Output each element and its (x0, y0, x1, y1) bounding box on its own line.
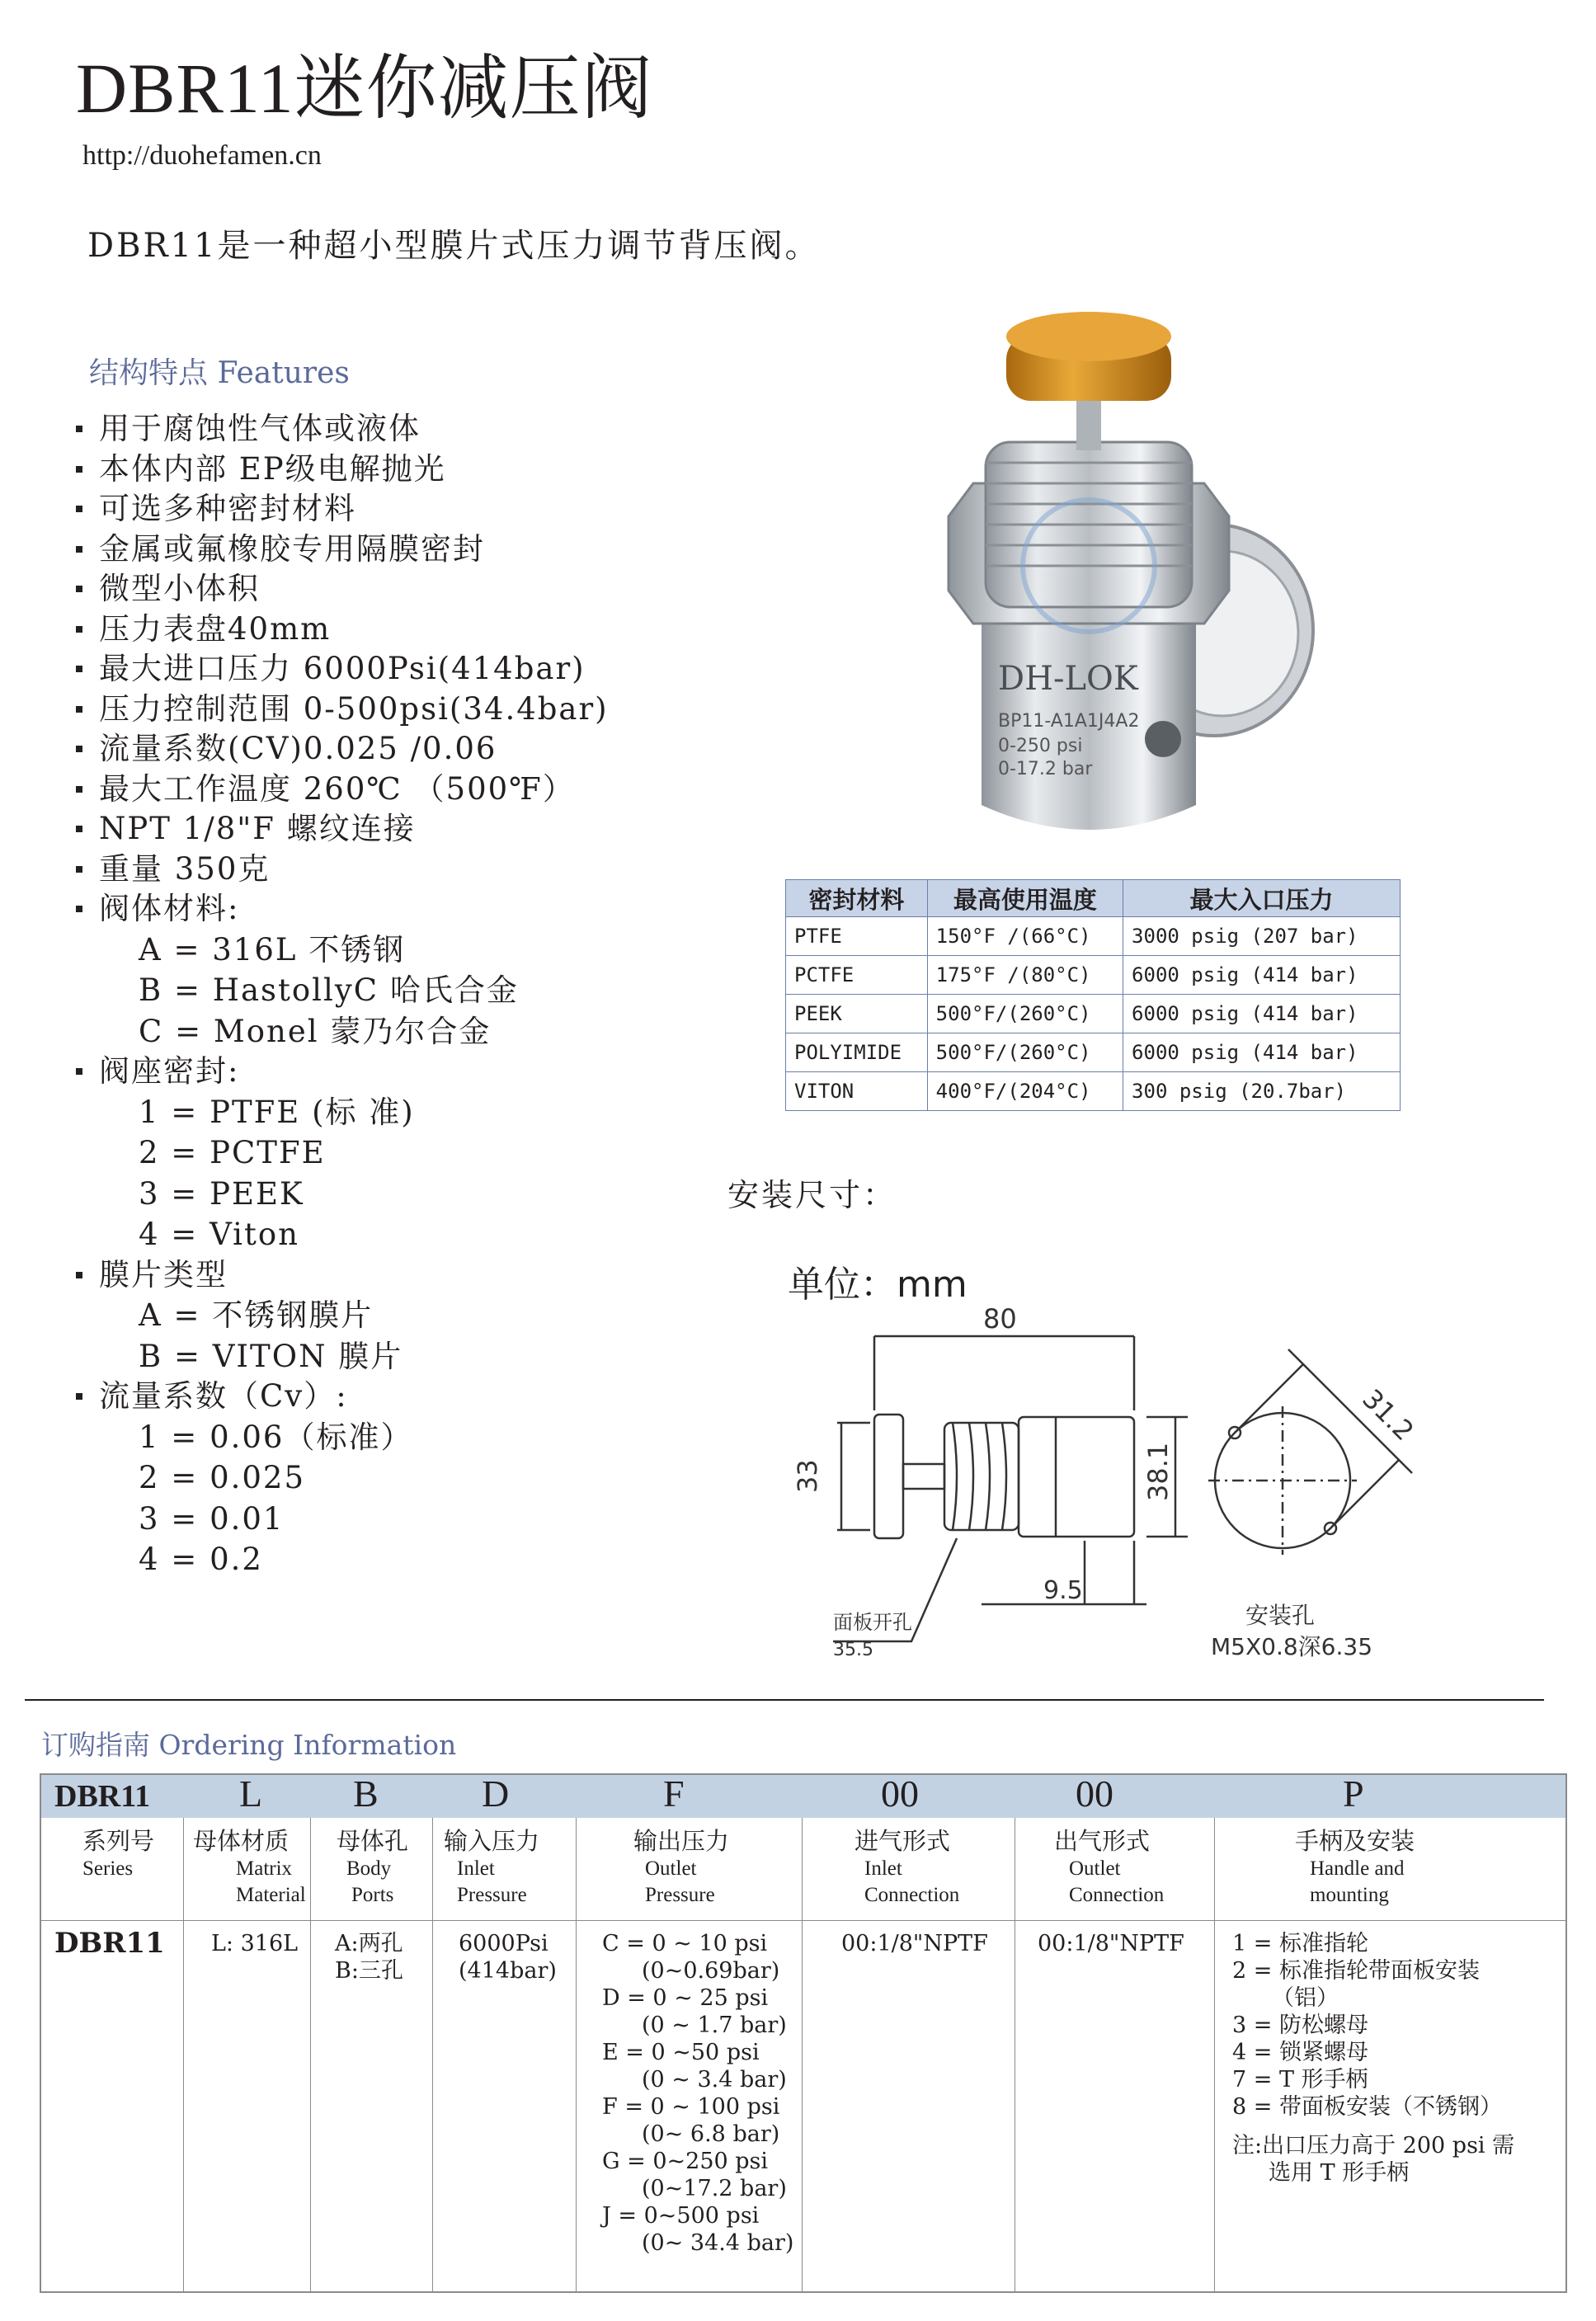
feature-option: 2 = 0.025 (139, 1460, 305, 1495)
feature-item (74, 690, 718, 730)
column-divider (576, 1818, 577, 2291)
mount-hole-label: 安装孔 (1245, 1602, 1316, 1629)
bullet-icon (76, 666, 82, 672)
bullet-icon (76, 466, 82, 473)
bullet-icon (76, 706, 82, 713)
feature-item (74, 530, 718, 570)
feature-item (74, 770, 718, 810)
outlet-option: J = 0~500 psi (602, 2203, 760, 2229)
handle-note-cont: 选用 T 形手柄 (1269, 2160, 1410, 2186)
feature-text: 重量 350克 (99, 850, 271, 887)
table-cell: POLYIMIDE (786, 1033, 928, 1072)
range-engraving-bar: 0-17.2 bar (998, 759, 1093, 779)
outlet-option-bar: (0~17.2 bar) (642, 2176, 787, 2201)
handle-option: （铝） (1272, 1985, 1339, 2011)
value-outlet-pressure (602, 1930, 793, 2257)
bullet-icon (76, 866, 82, 873)
label-series: 系列号 Series (82, 1827, 155, 1880)
feature-item (74, 1255, 718, 1296)
feature-option: 2 = PCTFE (139, 1135, 326, 1170)
value-outlet-connection: 00:1/8"NPTF (1038, 1931, 1184, 1956)
dim-height-right: 38.1 (1142, 1442, 1174, 1501)
outlet-option-bar: (0~0.69bar) (642, 1958, 780, 1984)
section-divider (25, 1699, 1544, 1701)
table-row (786, 917, 1401, 956)
value-inlet-pressure: 6000Psi (414bar) (459, 1931, 557, 1984)
ordering-row-separator (41, 1920, 1565, 1921)
range-engraving-psi: 0-250 psi (998, 736, 1083, 756)
table-row (786, 995, 1401, 1033)
label-inlet-pressure: 输入压力 Inlet Pressure (444, 1827, 540, 1906)
outlet-option: C = 0 ~ 10 psi (602, 1931, 768, 1956)
bullet-icon (76, 586, 82, 592)
intro-text: DBR11是一种超小型膜片式压力调节背压阀。 (87, 227, 821, 265)
dim-width: 80 (983, 1303, 1017, 1335)
feature-text: 最大进口压力 6000Psi(414bar) (99, 651, 586, 686)
feature-text: 本体内部 EP级电解抛光 (99, 450, 446, 487)
feature-option: 1 = PTFE (标 准) (139, 1094, 415, 1130)
table-cell: VITON (786, 1072, 928, 1111)
mount-hole-value: M5X0.8深6.35 (1211, 1633, 1373, 1660)
seal-material-table (785, 879, 1401, 1111)
code-outlet-pressure: F (663, 1773, 685, 1815)
table-cell: 175°F /(80°C) (927, 956, 1123, 995)
value-series: DBR11 (54, 1927, 165, 1960)
dim-height-left: 33 (792, 1459, 823, 1493)
value-inlet-connection: 00:1/8"NPTF (841, 1931, 988, 1956)
value-ports: A:两孔 B:三孔 (335, 1931, 403, 1984)
table-cell: 6000 psig (414 bar) (1123, 995, 1401, 1033)
panel-hole-label: 面板开孔 (833, 1611, 912, 1634)
outlet-option: E = 0 ~50 psi (602, 2040, 760, 2065)
model-engraving: BP11-A1A1J4A2 (998, 711, 1140, 732)
feature-text: 压力控制范围 0-500psi(34.4bar) (99, 690, 609, 727)
feature-item (74, 1052, 718, 1092)
panel-hole-value: 35.5 (833, 1640, 873, 1660)
table-header: 密封材料 (786, 880, 928, 917)
table-cell: 150°F /(66°C) (927, 917, 1123, 956)
feature-text: 阀座密封: (99, 1053, 240, 1089)
handle-option: 8 = 带面板安装（不锈钢） (1232, 2094, 1502, 2120)
table-cell: 500°F/(260°C) (927, 995, 1123, 1033)
label-body-ports: 母体孔 Body Ports (337, 1827, 409, 1906)
feature-option: B = VITON 膜片 (139, 1338, 403, 1374)
bullet-icon (76, 426, 82, 432)
outlet-option-bar: (0~ 34.4 bar) (642, 2230, 794, 2256)
bullet-icon (76, 826, 82, 832)
label-inlet-connection: 进气形式 Inlet Connection (854, 1827, 960, 1906)
feature-text: 流量系数(CV)0.025 /0.06 (99, 731, 497, 766)
features-list (74, 409, 718, 1580)
feature-option: B = HastollyC 哈氏合金 (139, 972, 519, 1008)
feature-text: 用于腐蚀性气体或液体 (99, 411, 421, 446)
website-url[interactable]: http://duohefamen.cn (82, 140, 322, 171)
table-cell: 3000 psig (207 bar) (1123, 917, 1401, 956)
bullet-icon (76, 546, 82, 553)
feature-item (74, 889, 718, 930)
feature-option: 3 = PEEK (139, 1175, 304, 1212)
feature-option: 4 = 0.2 (139, 1542, 263, 1577)
feature-text: 微型小体积 (99, 571, 260, 606)
features-heading: 结构特点 Features (89, 356, 350, 390)
code-inlet-pressure: D (482, 1773, 510, 1815)
feature-item (74, 1377, 718, 1417)
handle-option: 7 = T 形手柄 (1232, 2067, 1368, 2093)
feature-option: 1 = 0.06（标准） (139, 1419, 413, 1455)
outlet-option-bar: (0~ 6.8 bar) (642, 2121, 780, 2147)
value-matrix: L: 316L (211, 1931, 299, 1956)
feature-option: 4 = Viton (139, 1217, 299, 1252)
feature-item (74, 809, 718, 850)
outlet-option-bar: (0 ~ 1.7 bar) (642, 2013, 787, 2038)
handle-note: 注:出口压力高于 200 psi 需 (1232, 2133, 1515, 2159)
table-row (786, 1072, 1401, 1111)
installation-dimensions-title: 安装尺寸： (727, 1177, 897, 1213)
handle-option: 2 = 标准指轮带面板安装 (1232, 1958, 1480, 1984)
feature-item (74, 409, 718, 450)
bullet-icon (76, 506, 82, 512)
feature-text: 膜片类型 (99, 1256, 228, 1292)
dim-diagonal: 31.2 (1356, 1382, 1420, 1448)
table-row (786, 956, 1401, 995)
feature-item (74, 649, 718, 690)
product-photo (701, 277, 1567, 904)
bullet-icon (76, 786, 82, 793)
table-header: 最高使用温度 (927, 880, 1123, 917)
bullet-icon (76, 1393, 82, 1400)
feature-text: 阀体材料: (99, 891, 240, 926)
column-divider (432, 1818, 433, 2291)
outlet-option: F = 0 ~ 100 psi (602, 2094, 780, 2120)
label-handle: 手柄及安装 Handle and mounting (1295, 1827, 1415, 1906)
code-series: DBR11 (54, 1779, 151, 1814)
feature-text: 流量系数（Cv）: (99, 1378, 348, 1414)
outlet-option: D = 0 ~ 25 psi (602, 1985, 769, 2011)
feature-item (74, 850, 718, 890)
outlet-option: G = 0~250 psi (602, 2149, 769, 2174)
feature-option: 3 = 0.01 (139, 1500, 285, 1537)
handle-option: 1 = 标准指轮 (1232, 1931, 1368, 1956)
handle-option: 3 = 防松螺母 (1232, 2013, 1368, 2038)
table-header: 最大入口压力 (1123, 880, 1401, 917)
code-inlet-connection: 00 (881, 1773, 919, 1815)
column-divider (802, 1818, 803, 2291)
feature-option: A = 316L 不锈钢 (139, 931, 406, 967)
table-cell: PCTFE (786, 956, 928, 995)
feature-option: C = Monel 蒙乃尔合金 (139, 1013, 492, 1049)
bullet-icon (76, 626, 82, 633)
column-divider (310, 1818, 311, 2291)
feature-text: NPT 1/8"F 螺纹连接 (99, 811, 416, 846)
code-matrix: L (239, 1773, 263, 1815)
feature-text: 压力表盘40mm (99, 610, 332, 647)
feature-item (74, 569, 718, 610)
ordering-heading: 订购指南 Ordering Information (41, 1729, 457, 1761)
bullet-icon (76, 746, 82, 752)
feature-item (74, 610, 718, 650)
column-divider (183, 1818, 184, 2291)
label-matrix: 母体材质 Matrix Material (193, 1827, 306, 1906)
outlet-option-bar: (0 ~ 3.4 bar) (642, 2067, 787, 2093)
code-handle: P (1343, 1773, 1364, 1815)
table-cell: 6000 psig (414 bar) (1123, 1033, 1401, 1072)
table-cell: PTFE (786, 917, 928, 956)
bullet-icon (76, 906, 82, 912)
table-row (786, 1033, 1401, 1072)
unit-label: 单位：mm (788, 1264, 967, 1306)
value-handle (1232, 1930, 1514, 2187)
bullet-icon (76, 1068, 82, 1075)
table-cell: 500°F/(260°C) (927, 1033, 1123, 1072)
feature-item (74, 489, 718, 530)
table-cell: 6000 psig (414 bar) (1123, 956, 1401, 995)
feature-item (74, 450, 718, 490)
table-cell: 300 psig (20.7bar) (1123, 1072, 1401, 1111)
brand-engraving: DH-LOK (998, 660, 1138, 698)
table-cell: PEEK (786, 995, 928, 1033)
feature-text: 金属或氟橡胶专用隔膜密封 (99, 530, 485, 567)
table-cell: 400°F/(204°C) (927, 1072, 1123, 1111)
bullet-icon (76, 1272, 82, 1278)
label-outlet-pressure: 输出压力 Outlet Pressure (633, 1827, 730, 1906)
dim-offset: 9.5 (1043, 1576, 1083, 1605)
page-title: DBR11迷你减压阀 (76, 49, 653, 128)
feature-text: 最大工作温度 260℃ （500℉） (99, 770, 575, 807)
label-outlet-connection: 出气形式 Outlet Connection (1054, 1827, 1165, 1906)
feature-option: A = 不锈钢膜片 (139, 1297, 374, 1333)
feature-text: 可选多种密封材料 (99, 491, 356, 526)
column-divider (1214, 1818, 1215, 2291)
code-ports: B (353, 1773, 379, 1815)
dimension-drawing (759, 1254, 1551, 1666)
feature-item (74, 729, 718, 770)
handle-option: 4 = 锁紧螺母 (1232, 2040, 1368, 2065)
code-outlet-connection: 00 (1076, 1773, 1113, 1815)
